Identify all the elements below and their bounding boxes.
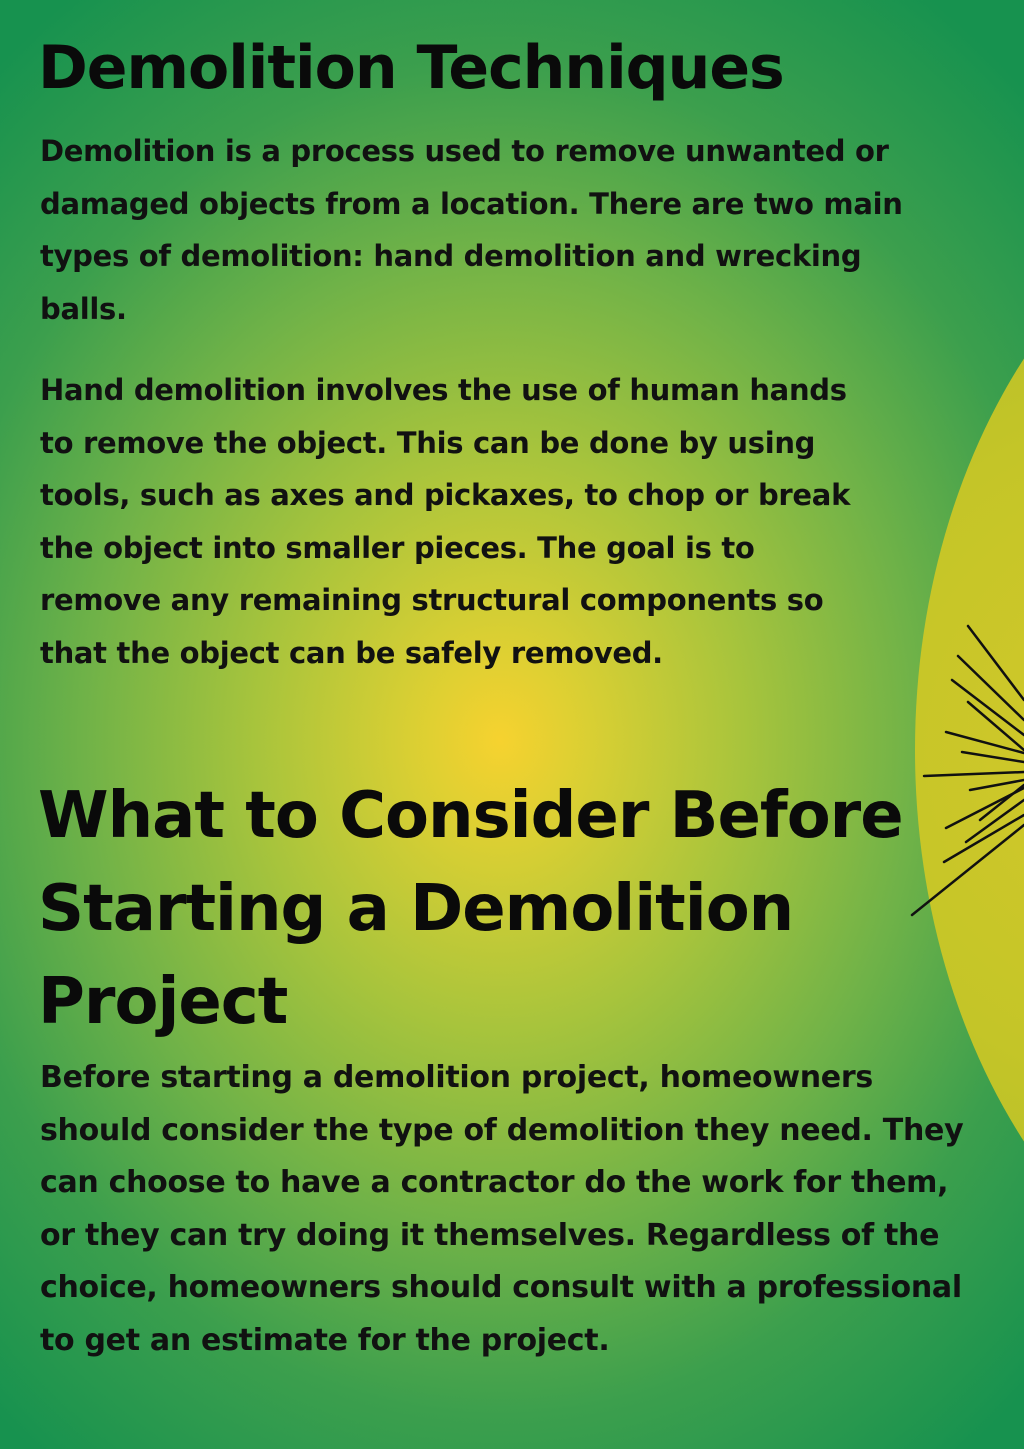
hand-demolition-paragraph: Hand demolition involves the use of human hands to remove the object. This can be done by using tools, such as axes and pickaxes, to chop or break the object into smaller pieces. The goal is to remove any remaining structural components so that the object can be safely removed.	[40, 373, 851, 670]
intro-paragraph: Demolition is a process used to remove unwanted or damaged objects from a location. There are two main types of demolition: hand demolition and wrecking balls.	[40, 134, 903, 326]
page-title: Demolition Techniques	[38, 33, 784, 103]
section-heading: What to Consider Before Starting a Demolition Project	[38, 779, 903, 1039]
considerations-paragraph: Before starting a demolition project, homeowners should consider the type of demolition they need. They can choose to have a contractor do the work for them, or they can try doing it themselves. Regardless of the choice, homeowners should consult with a professional to get an estimate for the project.	[40, 1060, 964, 1358]
